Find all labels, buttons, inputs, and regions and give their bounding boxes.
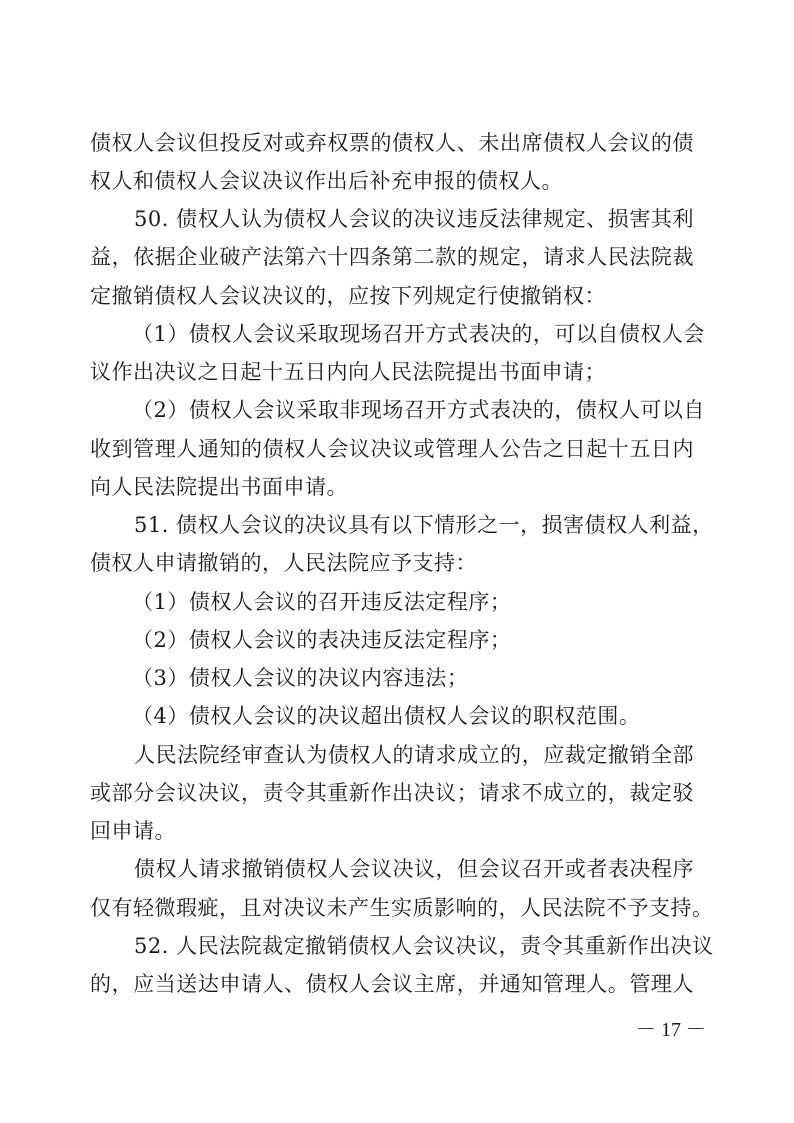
clause-50-line: 50. 债权人认为债权人会议的决议违反法律规定、损害其利 xyxy=(134,207,694,231)
text-line: 仅有轻微瑕疵，且对决议未产生实质影响的，人民法院不予支持。 xyxy=(90,896,714,920)
text-line: 定撤销债权人会议决议的，应按下列规定行使撤销权： xyxy=(90,284,606,308)
list-item-line: （2）债权人会议采取非现场召开方式表决的，债权人可以自 xyxy=(132,398,705,422)
text-line: 债权人申请撤销的，人民法院应予支持： xyxy=(90,551,477,575)
text-line: 收到管理人通知的债权人会议决议或管理人公告之日起十五日内 xyxy=(90,437,694,461)
text-line: 回申请。 xyxy=(90,819,176,843)
text-line: 益，依据企业破产法第六十四条第二款的规定，请求人民法院裁 xyxy=(90,245,694,269)
text-line: 议作出决议之日起十五日内向人民法院提出书面申请； xyxy=(90,360,606,384)
clause-51-line: 51. 债权人会议的决议具有以下情形之一，损害债权人利益， xyxy=(134,513,714,537)
text-line: 向人民法院提出书面申请。 xyxy=(90,475,348,499)
list-item-line: （2）债权人会议的表决违反法定程序； xyxy=(132,628,512,652)
list-item-line: （1）债权人会议采取现场召开方式表决的，可以自债权人会 xyxy=(132,322,705,346)
list-item-line: （3）债权人会议的决议内容违法； xyxy=(132,666,469,690)
clause-52-line: 52. 人民法院裁定撤销债权人会议决议，责令其重新作出决议 xyxy=(134,934,714,958)
list-item-line: （4）债权人会议的决议超出债权人会议的职权范围。 xyxy=(132,704,641,728)
text-line: 或部分会议决议，责令其重新作出决议；请求不成立的，裁定驳 xyxy=(90,781,694,805)
text-line: 债权人请求撤销债权人会议决议，但会议召开或者表决程序 xyxy=(134,857,694,881)
text-line: 权人和债权人会议决议作出后补充申报的债权人。 xyxy=(90,169,563,193)
list-item-line: （1）债权人会议的召开违反法定程序； xyxy=(132,590,512,614)
page-number: － 17 － xyxy=(636,1019,706,1041)
text-line: 债权人会议但投反对或弃权票的债权人、未出席债权人会议的债 xyxy=(90,131,694,155)
text-line: 人民法院经审查认为债权人的请求成立的，应裁定撤销全部 xyxy=(134,743,694,767)
text-line: 的，应当送达申请人、债权人会议主席，并通知管理人。管理人 xyxy=(90,972,694,996)
